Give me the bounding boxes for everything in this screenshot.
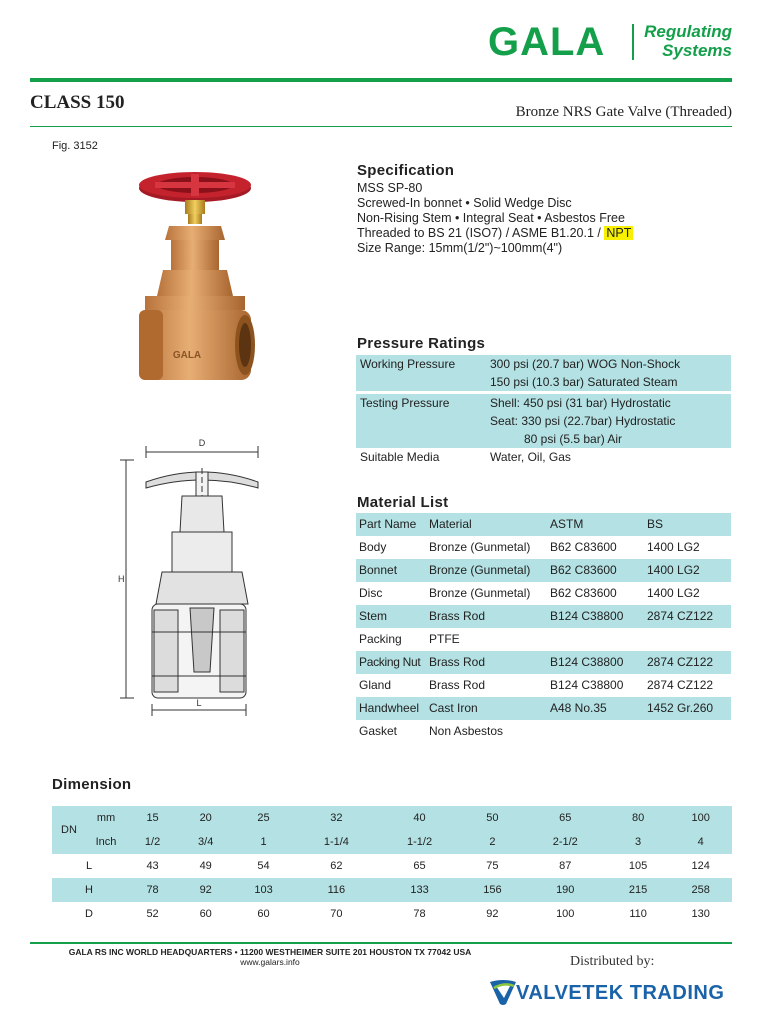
- material-cell: Brass Rod: [429, 678, 486, 692]
- material-cell: 2874 CZ122: [647, 609, 714, 623]
- material-cell: Packing Nut: [359, 655, 421, 669]
- material-cell: Gasket: [359, 724, 398, 738]
- pressure-ratings-heading: Pressure Ratings: [357, 335, 486, 352]
- pressure-value: 80 psi (5.5 bar) Air: [524, 432, 623, 446]
- dimension-label: L: [85, 860, 93, 872]
- spec-line: [357, 226, 633, 241]
- distributed-by-label: Distributed by:: [570, 954, 655, 969]
- dim-label-l: L: [196, 698, 202, 708]
- pressure-ratings-table: [356, 355, 731, 466]
- material-cell: Brass Rod: [429, 609, 486, 623]
- dimension-cell: 105: [628, 860, 648, 872]
- col-header: ASTM: [550, 517, 584, 531]
- figure-number: Fig. 3152: [52, 140, 98, 152]
- table-row: [356, 394, 731, 412]
- size-cell: 2-1/2: [552, 836, 578, 848]
- dimension-cell: 78: [146, 884, 159, 896]
- dimension-cell: 78: [413, 908, 426, 920]
- material-cell: B124 C38800: [550, 609, 624, 623]
- material-cell: B62 C83600: [550, 563, 617, 577]
- size-cell: 65: [559, 812, 572, 824]
- size-cell: 32: [330, 812, 343, 824]
- col-header: Material: [429, 517, 472, 531]
- size-cell: 25: [257, 812, 270, 824]
- material-cell: 1400 LG2: [647, 563, 700, 577]
- material-cell: Bronze (Gunmetal): [429, 540, 531, 554]
- unit-label: Inch: [95, 836, 117, 848]
- material-cell: Handwheel: [359, 701, 420, 715]
- material-cell: Stem: [359, 609, 388, 623]
- table-row: [356, 412, 731, 430]
- table-row: [356, 628, 731, 651]
- dimension-cell: 130: [691, 908, 710, 920]
- pressure-value: Seat: 330 psi (22.7bar) Hydrostatic: [490, 414, 676, 428]
- dimension-cell: 65: [413, 860, 426, 872]
- product-subtitle: Bronze NRS Gate Valve (Threaded): [515, 104, 732, 120]
- material-cell: B124 C38800: [550, 678, 624, 692]
- dimension-cell: 60: [257, 908, 270, 920]
- dimension-cell: 215: [628, 884, 648, 896]
- size-cell: 1: [260, 836, 267, 848]
- material-cell: B62 C83600: [550, 540, 617, 554]
- material-cell: B62 C83600: [550, 586, 617, 600]
- footer-address: [30, 947, 510, 967]
- size-cell: 3: [635, 836, 642, 848]
- size-cell: 3/4: [198, 836, 214, 848]
- material-cell: Bonnet: [359, 563, 398, 577]
- pressure-label: Working Pressure: [360, 357, 456, 371]
- material-cell: Bronze (Gunmetal): [429, 563, 531, 577]
- tagline-line-1: Regulating: [644, 22, 732, 41]
- table-row: [356, 582, 731, 605]
- dimension-cell: 54: [257, 860, 270, 872]
- website-link[interactable]: www.galars.info: [240, 957, 300, 967]
- dimension-cell: 92: [486, 908, 499, 920]
- valvetek-wordmark: VALVETEK TRADING: [516, 982, 725, 1004]
- header-rule: [30, 78, 732, 82]
- dim-label-d: D: [198, 438, 206, 448]
- dimension-cell: 87: [559, 860, 572, 872]
- table-row: [356, 373, 731, 391]
- table-row: [52, 854, 732, 878]
- pressure-value: 300 psi (20.7 bar) WOG Non-Shock: [490, 357, 681, 371]
- material-list-heading: Material List: [357, 494, 449, 511]
- size-cell: 100: [691, 812, 710, 824]
- dimension-label: H: [85, 884, 93, 896]
- footer-rule: [30, 942, 732, 944]
- dimension-cell: 124: [691, 860, 710, 872]
- dimension-heading: Dimension: [52, 776, 132, 793]
- material-list-table: [356, 513, 731, 743]
- dimension-cell: 100: [556, 908, 575, 920]
- pressure-value: Shell: 450 psi (31 bar) Hydrostatic: [490, 396, 671, 410]
- spec-line: MSS SP-80: [357, 181, 423, 195]
- dimension-cell: 49: [199, 860, 212, 872]
- material-cell: [547, 720, 644, 743]
- spec-line: Screwed-In bonnet • Solid Wedge Disc: [357, 196, 572, 210]
- size-cell: 50: [486, 812, 499, 824]
- table-row: [356, 559, 731, 582]
- dimension-cell: 156: [483, 884, 502, 896]
- material-cell: Body: [359, 540, 387, 554]
- dimension-cell: 52: [146, 908, 159, 920]
- spec-line: Size Range: 15mm(1/2")~100mm(4"): [357, 241, 563, 255]
- dimension-table: [52, 806, 732, 926]
- material-cell: 2874 CZ122: [647, 678, 714, 692]
- size-cell: 20: [199, 812, 212, 824]
- material-cell: 1452 Gr.260: [647, 701, 714, 715]
- pressure-label: Testing Pressure: [360, 396, 450, 410]
- dimension-rows: [52, 806, 732, 926]
- logo-divider: [632, 24, 634, 60]
- material-cell: PTFE: [429, 632, 460, 646]
- material-rows: [356, 536, 731, 743]
- table-row: [356, 430, 731, 448]
- material-cell: A48 No.35: [550, 701, 607, 715]
- col-header: BS: [647, 517, 664, 531]
- valve-photo: [125, 168, 265, 398]
- pressure-value: 150 psi (10.3 bar) Saturated Steam: [490, 375, 678, 389]
- table-row: [356, 448, 731, 466]
- dimension-cell: 43: [146, 860, 159, 872]
- valvetek-logo-icon: [488, 976, 518, 1006]
- material-cell: Gland: [359, 678, 392, 692]
- pressure-label: Suitable Media: [360, 450, 440, 464]
- dimension-cell: 62: [330, 860, 343, 872]
- table-row: [356, 536, 731, 559]
- material-cell: [644, 720, 731, 743]
- size-cell: 1/2: [144, 836, 161, 848]
- pressure-value: Water, Oil, Gas: [490, 450, 571, 464]
- dimension-cell: 92: [199, 884, 212, 896]
- dimension-cell: 103: [254, 884, 273, 896]
- hq-address: GALA RS INC WORLD HEADQUARTERS • 11200 WESTHEIMER SUITE 201 HOUSTON TX 77042 USA: [68, 947, 472, 957]
- size-cell: 15: [146, 812, 159, 824]
- gala-logo: GALA: [488, 20, 606, 64]
- material-cell: Disc: [359, 586, 383, 600]
- material-cell: 2874 CZ122: [647, 655, 714, 669]
- unit-label: mm: [96, 812, 116, 824]
- table-row: [356, 355, 731, 373]
- table-row: [52, 878, 732, 902]
- class-title: CLASS 150: [30, 92, 125, 113]
- table-row: [356, 651, 731, 674]
- dimension-cell: 116: [327, 884, 346, 896]
- subheader-rule: [30, 126, 732, 127]
- dimension-cell: 110: [629, 908, 647, 920]
- material-cell: Cast Iron: [429, 701, 478, 715]
- dimension-cell: 75: [486, 860, 499, 872]
- material-cell: [547, 628, 644, 651]
- specification-heading: Specification: [357, 162, 455, 179]
- spec-threads: Threaded to BS 21 (ISO7) / ASME B1.20.1 /: [357, 226, 601, 240]
- logo-tagline: [640, 22, 732, 60]
- size-cell: 1-1/4: [323, 836, 349, 848]
- valve-body-lettering: GALA: [172, 350, 202, 361]
- material-cell: Packing: [359, 632, 402, 646]
- dimension-inch-row: [52, 830, 732, 854]
- dimension-cell: 190: [556, 884, 575, 896]
- dimension-cell: 60: [199, 908, 212, 920]
- material-cell: Non Asbestos: [429, 724, 504, 738]
- specification-block: [357, 181, 633, 256]
- material-cell: [644, 628, 731, 651]
- dimension-cell: 70: [330, 908, 343, 920]
- valve-cross-section-drawing: [112, 432, 262, 718]
- spec-line: Non-Rising Stem • Integral Seat • Asbestos Free: [357, 211, 625, 225]
- table-row: [356, 697, 731, 720]
- dn-label: DN: [61, 824, 77, 836]
- npt-highlight: NPT: [606, 226, 632, 240]
- dim-label-h: H: [118, 574, 125, 584]
- tagline-line-2: Systems: [662, 41, 732, 60]
- material-cell: 1400 LG2: [647, 586, 700, 600]
- size-cell: 1-1/2: [407, 836, 433, 848]
- dimension-mm-row: [52, 806, 732, 830]
- size-cell: 80: [631, 812, 645, 824]
- material-cell: 1400 LG2: [647, 540, 700, 554]
- table-row: [52, 902, 732, 926]
- dimension-label: D: [85, 908, 93, 920]
- table-row: [356, 674, 731, 697]
- col-header: Part Name: [359, 517, 417, 531]
- table-row: [356, 720, 731, 743]
- dimension-cell: 133: [410, 884, 429, 896]
- table-row: [356, 605, 731, 628]
- size-cell: 40: [413, 812, 426, 824]
- material-header-row: [356, 513, 731, 536]
- material-cell: Bronze (Gunmetal): [429, 586, 531, 600]
- size-cell: 4: [697, 836, 704, 848]
- material-cell: B124 C38800: [550, 655, 624, 669]
- dimension-cell: 258: [691, 884, 710, 896]
- material-cell: Brass Rod: [429, 655, 486, 669]
- size-cell: 2: [489, 836, 496, 848]
